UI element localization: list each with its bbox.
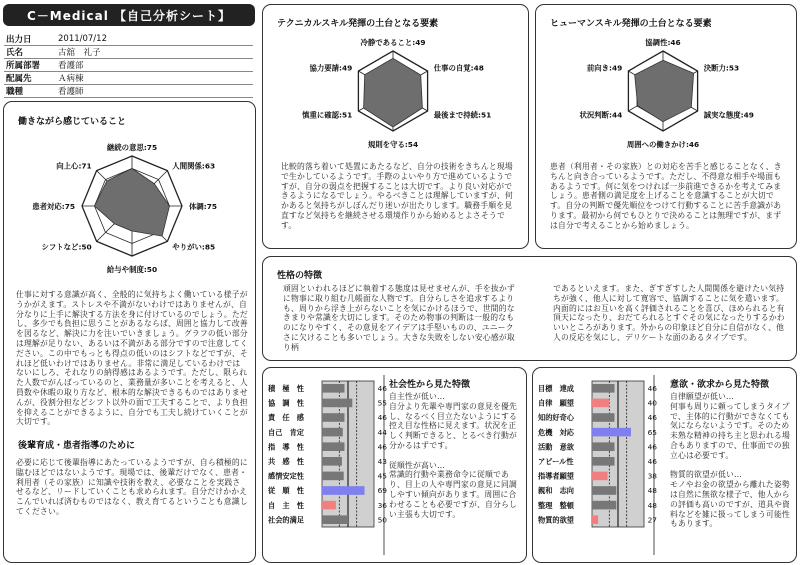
motivation-bar	[592, 442, 615, 451]
motivation-bar-value: 46	[647, 413, 657, 423]
social-bar-value: 44	[377, 427, 387, 437]
motivation-bar	[592, 457, 615, 466]
motivation-bar-label: アピール性	[538, 457, 574, 466]
technical-radar-label: 最後まで持続:51	[433, 110, 492, 120]
social-bar	[322, 384, 345, 393]
technical-radar-label: 仕事の自覚:48	[433, 63, 484, 73]
human-radar-chart	[536, 29, 797, 157]
social-title: 社会性から見た特徴	[389, 380, 471, 390]
technical-radar-label: 規則を守る:54	[367, 140, 419, 149]
motivation-title: 意欲・欲求から見た特徴	[670, 380, 770, 390]
motivation-bar-label: 親和 志向	[538, 486, 574, 496]
social-bar	[322, 457, 342, 466]
motivation-bar-label: 危機 対応	[538, 427, 574, 437]
info-label: 出力日	[4, 33, 56, 46]
social-bar-value: 69	[377, 486, 387, 496]
motivation-bar	[592, 486, 616, 495]
motivation-bar-label: 整理 整頓	[538, 500, 574, 510]
social-bar-label: 自 主 性	[268, 500, 304, 510]
work-radar-label: 体調:75	[189, 202, 218, 211]
radar-value-area	[635, 60, 694, 121]
social-bar	[322, 515, 348, 524]
social-bar-value: 55	[377, 398, 387, 408]
radar-value-area	[95, 169, 170, 237]
social-bar-value: 36	[377, 500, 387, 510]
social-bar	[322, 442, 345, 451]
motivation-bar	[592, 384, 615, 393]
social-bar	[322, 472, 344, 481]
info-value: 2011/07/12	[56, 33, 253, 46]
social-bar-value: 46	[377, 384, 387, 393]
social-bar-value: 46	[377, 442, 387, 452]
social-bar-label: 指 導 性	[268, 442, 304, 452]
motivation-bar-label: 自律 願望	[538, 398, 574, 408]
motivation-text: 自律願望が低い… 何事も周りに頼ってしまうタイプで、主体的に行動ができなくても気にならないようです。そのため未熟な精神の持ち主と思われる場合もありますので、仕事面での独立心は必要です。 物質的欲望が低い… モノやお金の欲望から離れた姿勢は自然に無欲な様子で、他人からの評価も高いのですが、道具や資料などを雑に扱ってしまう可能性もあります。	[670, 392, 790, 529]
personality-text-right: であるといえます。また、ぎすぎすした人間関係を避けたい気持ちが強く、他人に対して寛容で、協調することに気を遣います。内面的にはお互いを高く評価されることを喜び、ほめられると有頂天になったり、おだてられるとすぐその気になったりするかわいいところがあります。外からの印象ほど自分に自信がなく、他人の反応を気にし、デリケートな面のあるタイプです。	[553, 284, 785, 342]
guide-title: 後輩育成・患者指導のために	[18, 441, 136, 451]
work-radar-label: 人間関係:63	[172, 161, 216, 171]
info-row	[4, 72, 253, 85]
page-title: C－Medical 【自己分析シート】	[3, 4, 255, 26]
social-bar-label: 積 極 性	[268, 384, 304, 393]
info-row	[4, 59, 253, 72]
work-radar-label: 患者対応:75	[32, 202, 75, 211]
social-bar-value: 43	[377, 457, 387, 466]
info-table	[4, 33, 253, 98]
human-radar-label: 状況判断:44	[579, 110, 623, 120]
info-value: 看護部	[56, 59, 253, 72]
guide-text: 必要に応じて後輩指導にあたっているようですが、自ら積極的に臨むほどではないようです。現場では、後輩だけでなく、患者・利用者（その家族）に知識や技術を教え、必要なことを実践させるなど、リードしていくことも求められます。自分だけかかえこんでいれば済むものではなく、教え育てるということも意識してください。	[16, 458, 248, 516]
motivation-bar	[592, 428, 631, 437]
info-label: 配属先	[4, 72, 56, 85]
human-radar-label: 前向き:49	[586, 63, 623, 73]
info-label: 所属部署	[4, 59, 56, 72]
info-row	[4, 33, 253, 46]
info-row	[4, 85, 253, 98]
human-text: 患者（利用者・その家族）との対応を苦手と感じることなく、きちんと向き合っているようです。ただし、不得意な相手や場面もあるようです。何に気をつければ一歩前進できるかを考えてみましょう。患者側の満足度を上げることを意識することが大切です。自分の判断で優先順位をつけて行動することに苦手意識があります。最初から何でもひとりで決めることは無理ですが、まずは自分で考えることから始めましょう。	[550, 162, 782, 230]
motivation-bar-label: 目標 達成	[538, 384, 574, 393]
technical-radar-label: 慎重に確認:51	[302, 110, 353, 120]
motivation-bar-label: 知的好奇心	[538, 413, 574, 423]
personality-panel	[262, 256, 797, 361]
social-bar	[322, 428, 343, 437]
human-radar-label: 周囲への働きかけ:46	[626, 140, 700, 149]
technical-skill-panel	[262, 4, 529, 249]
social-bar	[322, 501, 336, 510]
social-bar-label: 自己 肯定	[268, 427, 304, 437]
work-feelings-text: 仕事に対する意識が高く、全般的に気持ちよく働いている様子がうかがえます。ストレスや不満がないわけではありませんが、自分なりに上手に解決する方法を身に付けているのでしょう。ただし、多少でも負担に思うことがあるならば、周囲と協力して改善を図るなど、解決に力を注いでいきましょう。グラフの低い部分は理解が足りない、あるいは不満がある部分ですので注意してください。この中でもっとも得点の低いのはシフトなどですが、それほど低いわけではありません。非常に満足しているわけではないにしろ、それなりの納得感はあるようです。ただし、限られた人数でがんばっているのと、業務量が多いことを考えると、人員数や休暇の取り方など、根本的な解決できるものではありませんが、役割分担などシフト以外の面で工夫することで、より負担を抑えることができるように、自分でも工夫し続けていくことが大切です。	[16, 290, 248, 427]
social-bar	[322, 399, 352, 408]
human-radar-label: 協調性:46	[645, 38, 681, 47]
motivation-bar-value: 65	[647, 427, 657, 437]
work-feelings-title: 働きながら感じていること	[18, 117, 127, 127]
social-bar-label: 協 調 性	[268, 398, 304, 408]
info-label: 氏名	[4, 46, 56, 59]
human-radar-label: 誠実な態度:49	[703, 110, 754, 120]
social-text: 自主性が低い… 自分より先輩や専門家の意見を優先し、なるべく目立たないようにする控え目な性格に見えます。状況を正しく判断できると、とるべき行動が分かるはずです。 従順性が高い… 常識的行動や業務命令に従順であり、目上の人や専門家の意見に同調しやすい傾向があります。周囲に合わせることも必要ですが、自分らしい主張も大切です。	[389, 392, 517, 519]
technical-radar-label: 協力要請:49	[309, 63, 353, 73]
motivation-bar-label: 活動 意欲	[538, 442, 574, 452]
motivation-bar-value: 48	[647, 500, 657, 510]
work-radar-label: 継続の意思:75	[106, 143, 158, 152]
personality-title: 性格の特徴	[277, 271, 323, 281]
motivation-bar-value: 46	[647, 457, 657, 466]
motivation-bar-value: 40	[647, 398, 657, 408]
motivation-bar	[592, 515, 598, 524]
motivation-bar	[592, 501, 616, 510]
motivation-bar-value: 46	[647, 384, 657, 393]
motivation-bar-value: 27	[647, 515, 657, 525]
info-value: Ａ病棟	[56, 72, 253, 85]
motivation-bar-value: 38	[647, 471, 657, 481]
technical-radar-chart	[263, 29, 529, 157]
human-skill-panel	[535, 4, 797, 249]
motivation-bar	[592, 472, 608, 481]
motivation-bar-label: 物質的欲望	[538, 515, 574, 525]
work-radar-label: やりがい:85	[172, 242, 216, 252]
motivation-bar	[592, 399, 609, 408]
social-bar-label: 社会的満足	[268, 515, 304, 525]
human-radar-label: 決断力:53	[703, 63, 740, 73]
motivation-bar	[592, 413, 615, 422]
technical-radar-label: 冷静であること:49	[360, 38, 426, 47]
info-row	[4, 46, 253, 59]
radar-value-area	[364, 58, 423, 127]
work-feelings-panel	[3, 101, 256, 563]
info-value: 看護師	[56, 85, 253, 98]
social-bar-label: 共 感 性	[268, 457, 304, 466]
human-title: ヒューマンスキル発揮の土台となる要素	[550, 19, 712, 29]
social-bar-label: 責 任 感	[268, 413, 304, 423]
work-radar-label: 向上心:71	[56, 161, 92, 171]
motivation-bar-value: 46	[647, 442, 657, 452]
social-bar-value: 46	[377, 413, 387, 423]
work-radar-chart	[4, 132, 256, 277]
social-bar-value: 50	[377, 515, 387, 525]
technical-title: テクニカルスキル発揮の土台となる要素	[277, 19, 439, 29]
technical-text: 比較的落ち着いて処置にあたるなど、自分の技術をきちんと現場で生かしているようです。手際のよいやり方で進めているようですが、自分の弱点を把握することは大切です。より良い対応ができるようになるでしょう。やるべきことは理解していますが、何かあると気持ちがしぼんだり迷いが出たりします。職務手順を見直すなど気持ちを継続させる環境作りから始めるとよさそうです。	[281, 162, 513, 230]
info-label: 職種	[4, 85, 56, 98]
social-bar	[322, 413, 345, 422]
work-radar-label: シフトなど:50	[41, 242, 92, 252]
social-bar-label: 従 順 性	[268, 486, 304, 496]
work-radar-label: 給与や制度:50	[106, 265, 158, 274]
motivation-bar-value: 48	[647, 486, 657, 496]
social-bar	[322, 486, 365, 495]
social-bar-value: 45	[377, 471, 387, 481]
personality-text-left: 頑固といわれるほどに執着する態度は見せませんが、手を抜かずに物事に取り組む几帳面な人物です。自分らしさを追求するよりも、周りから浮き上がらないことを気にかけるほうで、世間的なきまりや常識を大切にします。そのため物事の判断は一般的なものになりやすく、その意見をアイデアは手堅いものの、ユニークさに欠けることも多いでしょう。大きな失敗をしない安心感が取り柄	[283, 284, 515, 352]
social-bar-label: 感情安定性	[268, 471, 304, 481]
info-value: 古舘 礼子	[56, 46, 253, 59]
motivation-bar-label: 指導者願望	[538, 471, 574, 481]
